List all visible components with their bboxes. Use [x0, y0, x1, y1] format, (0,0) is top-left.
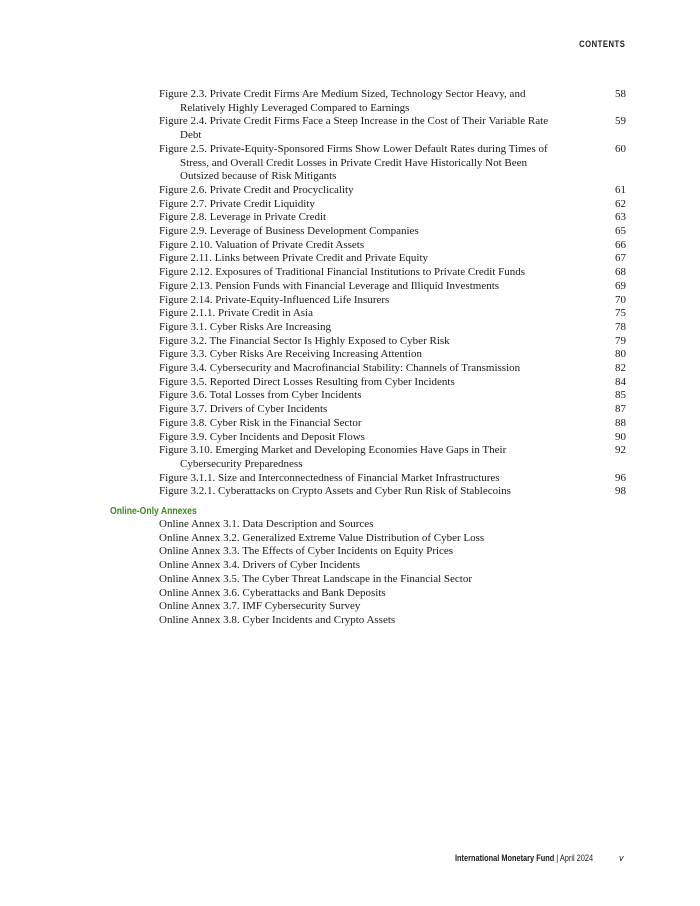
toc-entry-title: Figure 2.11. Links between Private Credit and Private Equity	[159, 252, 429, 265]
toc-entry[interactable]	[159, 335, 626, 349]
toc-entry-title: Figure 2.7. Private Credit Liquidity	[159, 197, 315, 210]
toc-entry-title: Figure 2.1.1. Private Credit in Asia	[159, 307, 313, 320]
toc-entry-page: 62	[615, 197, 626, 210]
annex-entry[interactable]: Online Annex 3.2. Generalized Extreme Value Distribution of Cyber Loss	[159, 531, 485, 544]
toc-entry-page: 67	[615, 252, 626, 265]
toc-entry-page: 90	[615, 430, 626, 443]
toc-entry[interactable]	[159, 280, 626, 294]
footer-date: April 2024	[559, 853, 594, 863]
toc-entry[interactable]	[159, 376, 626, 390]
toc-entry[interactable]	[159, 115, 626, 142]
toc-entry-title: Figure 3.7. Drivers of Cyber Incidents	[159, 403, 328, 416]
toc-entry[interactable]	[159, 88, 626, 115]
annex-entry[interactable]: Online Annex 3.6. Cyberattacks and Bank Deposits	[159, 586, 386, 599]
annex-entry[interactable]: Online Annex 3.8. Cyber Incidents and Crypto Assets	[159, 613, 396, 626]
toc-entry-page: 59	[615, 115, 626, 128]
toc-entry-page: 58	[615, 88, 626, 100]
toc-entry-title: Figure 3.1.1. Size and Interconnectedness of Financial Market Infrastructures	[159, 471, 500, 484]
figures-list	[159, 88, 626, 499]
toc-entry-page: 68	[615, 266, 626, 279]
toc-entry-title: Figure 3.6. Total Losses from Cyber Incidents	[159, 389, 362, 402]
toc-entry-title: Figure 3.8. Cyber Risk in the Financial Sector	[159, 416, 362, 429]
toc-entry[interactable]	[159, 321, 626, 335]
toc-entry[interactable]	[159, 403, 626, 417]
toc-entry-page: 92	[615, 444, 626, 457]
toc-entry[interactable]	[159, 266, 626, 280]
toc-entry-title: Figure 2.4. Private Credit Firms Face a Steep Increase in the Cost of Their Variable Rate Debt	[159, 115, 549, 142]
toc-entry[interactable]	[159, 198, 626, 212]
toc-entry-title: Figure 2.13. Pension Funds with Financial Leverage and Illiquid Investments	[159, 279, 500, 292]
toc-entry-page: 96	[615, 471, 626, 484]
footer	[455, 853, 593, 863]
toc-entry[interactable]	[159, 472, 626, 486]
toc-entry-title: Figure 2.10. Valuation of Private Credit Assets	[159, 238, 365, 251]
toc-entry-title: Figure 2.6. Private Credit and Procyclicality	[159, 183, 354, 196]
toc-entry-title: Figure 3.9. Cyber Incidents and Deposit Flows	[159, 430, 365, 443]
toc-entry[interactable]	[159, 362, 626, 376]
toc-entry[interactable]	[159, 143, 626, 184]
toc-entry-page: 65	[615, 225, 626, 238]
annex-entry[interactable]: Online Annex 3.3. The Effects of Cyber Incidents on Equity Prices	[159, 545, 454, 558]
annex-entry[interactable]: Online Annex 3.1. Data Description and Sources	[159, 518, 374, 530]
toc-entry-title: Figure 3.5. Reported Direct Losses Resulting from Cyber Incidents	[159, 375, 455, 388]
toc-entry[interactable]	[159, 444, 626, 471]
toc-entry[interactable]	[159, 307, 626, 321]
toc-entry-page: 63	[615, 211, 626, 224]
annexes-list	[159, 518, 484, 628]
toc-entry[interactable]	[159, 485, 626, 499]
toc-entry-page: 60	[615, 142, 626, 155]
toc-entry-title: Figure 2.12. Exposures of Traditional Financial Institutions to Private Credit Funds	[159, 266, 526, 279]
annex-entry[interactable]: Online Annex 3.4. Drivers of Cyber Incidents	[159, 559, 361, 572]
toc-entry[interactable]	[159, 348, 626, 362]
toc-entry[interactable]	[159, 294, 626, 308]
toc-entry-page: 70	[615, 293, 626, 306]
toc-entry[interactable]	[159, 184, 626, 198]
annexes-heading: Online-Only Annexes	[110, 505, 197, 517]
toc-entry-page: 84	[615, 375, 626, 388]
toc-entry[interactable]	[159, 252, 626, 266]
toc-entry-title: Figure 2.3. Private Credit Firms Are Medium Sized, Technology Sector Heavy, and Relatively Highly Leveraged Compared to Earnings	[159, 88, 526, 114]
toc-entry-page: 69	[615, 279, 626, 292]
toc-entry-page: 75	[615, 307, 626, 320]
toc-entry-page: 82	[615, 362, 626, 375]
toc-entry-title: Figure 2.5. Private-Equity-Sponsored Firms Show Lower Default Rates during Times of Stress, and Overall Credit Losses in Private Credit Have Historically Not Been Outsized because of Risk Mitigants	[159, 142, 548, 183]
toc-entry-title: Figure 2.14. Private-Equity-Influenced Life Insurers	[159, 293, 390, 306]
toc-entry-page: 87	[615, 403, 626, 416]
publisher: International Monetary Fund	[455, 853, 555, 863]
page-folio: v	[619, 853, 624, 863]
toc-entry-page: 66	[615, 238, 626, 251]
toc-entry-title: Figure 2.9. Leverage of Business Development Companies	[159, 225, 419, 238]
toc-entry[interactable]	[159, 389, 626, 403]
toc-entry-title: Figure 3.3. Cyber Risks Are Receiving Increasing Attention	[159, 348, 423, 361]
toc-entry-page: 98	[615, 485, 626, 498]
toc-entry-page: 78	[615, 320, 626, 333]
toc-entry-title: Figure 3.2.1. Cyberattacks on Crypto Assets and Cyber Run Risk of Stablecoins	[159, 485, 511, 498]
toc-entry-title: Figure 3.4. Cybersecurity and Macrofinancial Stability: Channels of Transmission	[159, 362, 521, 375]
toc-entry-title: Figure 3.1. Cyber Risks Are Increasing	[159, 320, 331, 333]
toc-entry[interactable]	[159, 211, 626, 225]
toc-entry-page: 80	[615, 348, 626, 361]
annex-entry[interactable]: Online Annex 3.7. IMF Cybersecurity Survey	[159, 600, 361, 613]
toc-entry-page: 61	[615, 183, 626, 196]
toc-entry-title: Figure 3.10. Emerging Market and Developing Economies Have Gaps in Their Cybersecurity Preparedness	[159, 444, 507, 470]
toc-entry-page: 85	[615, 389, 626, 402]
footer-separator: |	[554, 853, 560, 863]
toc-entry-title: Figure 3.2. The Financial Sector Is Highly Exposed to Cyber Risk	[159, 334, 450, 347]
toc-entry[interactable]	[159, 225, 626, 239]
toc-entry[interactable]	[159, 431, 626, 445]
toc-entry-page: 88	[615, 416, 626, 429]
running-header: CONTENTS	[578, 39, 625, 49]
toc-entry-title: Figure 2.8. Leverage in Private Credit	[159, 211, 327, 224]
toc-entry[interactable]	[159, 417, 626, 431]
annex-entry[interactable]: Online Annex 3.5. The Cyber Threat Landscape in the Financial Sector	[159, 572, 473, 585]
toc-entry-page: 79	[615, 334, 626, 347]
toc-entry[interactable]	[159, 239, 626, 253]
